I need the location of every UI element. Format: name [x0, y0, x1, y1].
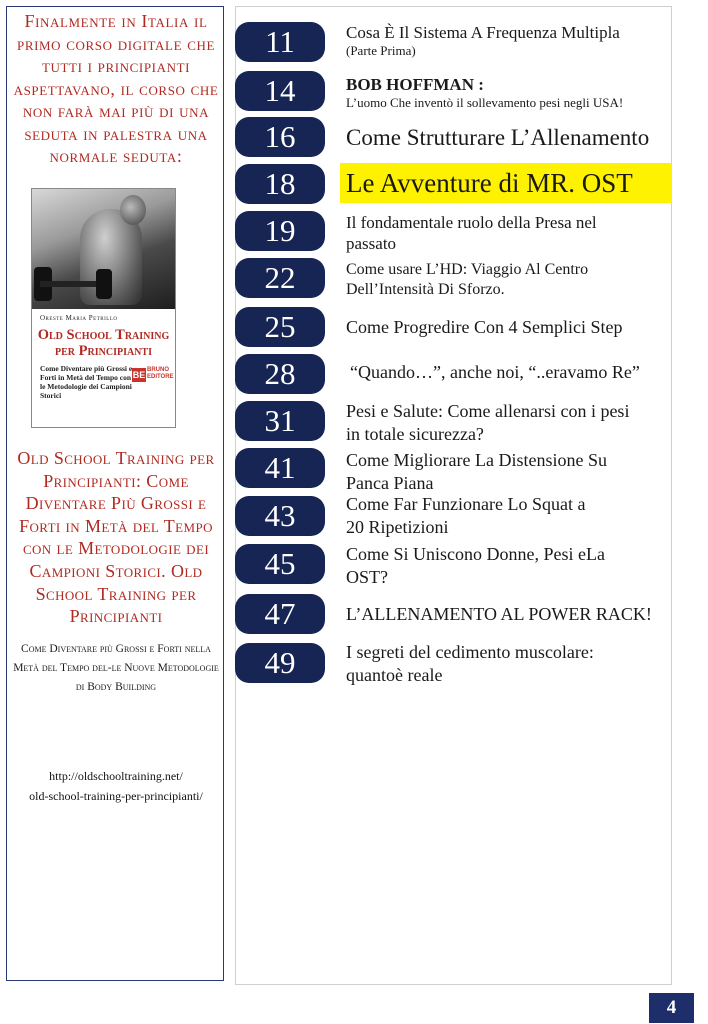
toc-page-11[interactable]: 11 [235, 22, 325, 62]
toc-page-43[interactable]: 43 [235, 496, 325, 536]
toc-page-28[interactable]: 28 [235, 354, 325, 394]
toc-page-41[interactable]: 41 [235, 448, 325, 488]
toc-title: Cosa È Il Sistema A Frequenza Multipla [346, 23, 620, 42]
url-line-2[interactable]: old-school-training-per-principianti/ [29, 789, 203, 803]
cover-subtitle: Come Diventare più Grossi e Forti in Metà del Tempo con le Metodologie dei Campioni Storici [40, 364, 133, 400]
toc-entry-16[interactable]: Come Strutturare L’Allenamento [346, 125, 650, 150]
toc-entry-41[interactable]: Come Migliorare La Distensione Su Panca Piana [346, 450, 607, 493]
cover-author: Oreste Maria Petrillo [40, 314, 118, 322]
toc-subtitle: (Parte Prima) [346, 43, 416, 58]
toc-title-highlighted: Le Avventure di MR. OST [340, 163, 672, 203]
book-title: Old School Training per Principianti: Come Diventare Più Grossi e Forti in Metà del Tempo con le Metodologie dei Campioni Storici. Old School Training per Principianti [17, 448, 215, 627]
toc-page-16[interactable]: 16 [235, 117, 325, 157]
book-description: Come Diventare più Grossi e Forti nella Metà del Tempo del-le Nuove Metodologie di Body Building [13, 643, 219, 693]
toc-entry-19[interactable]: Il fondamentale ruolo della Presa nel passato [346, 213, 597, 253]
page-number: 4 [649, 993, 694, 1023]
toc-entry-31[interactable]: Pesi e Salute: Come allenarsi con i pesi in totale sicurezza? [346, 401, 630, 444]
toc-page-45[interactable]: 45 [235, 544, 325, 584]
toc-page-47[interactable]: 47 [235, 594, 325, 634]
toc-page-19[interactable]: 19 [235, 211, 325, 251]
url-line-1[interactable]: http://oldschooltraining.net/ [49, 769, 183, 783]
book-cover-image[interactable] [31, 188, 176, 428]
toc-page-18[interactable]: 18 [235, 164, 325, 204]
toc-entry-18[interactable] [346, 163, 676, 203]
toc-page-22[interactable]: 22 [235, 258, 325, 298]
toc-subtitle: L’uomo Che inventò il sollevamento pesi negli USA! [346, 95, 624, 110]
toc-page-14[interactable]: 14 [235, 71, 325, 111]
publisher-mark: BE [132, 370, 146, 380]
publisher-name: BRUNO EDITORE [147, 367, 174, 380]
toc-entry-43[interactable]: Come Far Funzionare Lo Squat a 20 Ripetizioni [346, 494, 586, 537]
promo-text: Finalmente in Italia il primo corso digitale che tutti i principianti aspettavano, il corso che non farà mai più di una seduta in palestra una normale seduta: [13, 11, 219, 166]
toc-entry-47[interactable]: L’ALLENAMENTO AL POWER RACK! [346, 604, 652, 624]
toc-entry-28[interactable]: “Quando…”, anche noi, “..eravamo Re” [350, 362, 640, 382]
toc-title: BOB HOFFMAN : [346, 75, 484, 94]
toc-entry-14[interactable] [346, 74, 676, 111]
toc-page-31[interactable]: 31 [235, 401, 325, 441]
cover-photo [32, 189, 175, 309]
toc-page-49[interactable]: 49 [235, 643, 325, 683]
toc-entry-11[interactable] [346, 22, 676, 59]
toc-entry-22[interactable]: Come usare L’HD: Viaggio Al Centro Dell’Intensità Di Sforzo. [346, 261, 589, 298]
toc-entry-45[interactable]: Come Si Uniscono Donne, Pesi eLa OST? [346, 544, 605, 587]
toc-entry-49[interactable]: I segreti del cedimento muscolare: quantoè reale [346, 642, 594, 685]
cover-title: Old School Training per Principianti [37, 327, 170, 359]
book-url[interactable] [7, 766, 225, 806]
toc-entry-25[interactable]: Come Progredire Con 4 Semplici Step [346, 317, 623, 337]
sidebar [6, 6, 224, 981]
publisher-logo [132, 366, 174, 386]
toc-page-25[interactable]: 25 [235, 307, 325, 347]
